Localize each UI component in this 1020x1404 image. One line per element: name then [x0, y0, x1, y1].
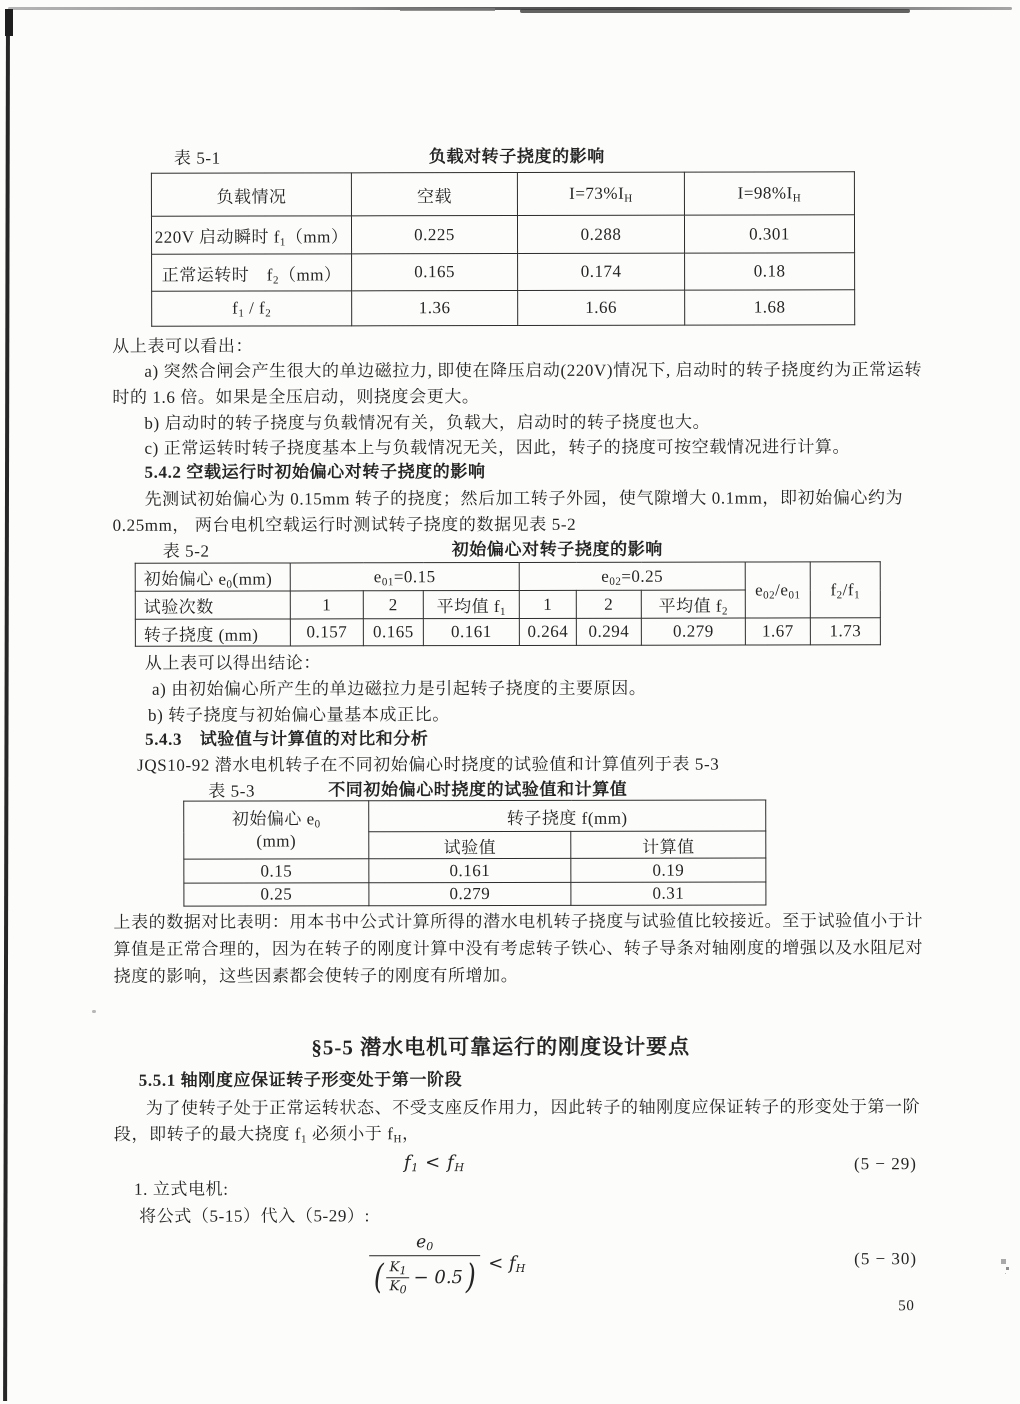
paragraph-line: 挠度的影响，这些因素都会使转子的刚度有所增加。	[113, 965, 519, 986]
table-header-cell: 负载情况	[151, 173, 351, 216]
table-row	[184, 800, 766, 832]
table-cell: 0.264	[519, 618, 576, 645]
table-header-cell: $I=73\%I_H$	[517, 172, 684, 215]
table-5-1-title: 负载对转子挠度的影响	[428, 146, 605, 167]
table-cell: 0.31	[571, 882, 766, 905]
table-row	[135, 618, 880, 647]
table-cell: 0.279	[369, 882, 571, 905]
left-paren: (	[373, 1257, 384, 1298]
equation-5-29-number: (5 − 29)	[853, 1154, 917, 1174]
table-cell: 2	[363, 591, 423, 619]
table-cell: 平均值 $f_2$	[641, 590, 745, 618]
right-paren: )	[465, 1257, 476, 1298]
table-header-cell: 计算值	[571, 831, 766, 858]
table-5-2	[135, 561, 881, 647]
table-cell: $e_{02}=0.25$	[519, 562, 745, 590]
table-row	[135, 562, 880, 592]
table-5-2-title: 初始偏心对转子挠度的影响	[451, 539, 663, 560]
paragraph-line: 从上表可以看出：	[112, 336, 254, 356]
table-5-3-label: 表 5-3	[208, 781, 256, 801]
table-cell: 1.66	[518, 290, 685, 325]
table-cell: 0.25	[184, 883, 369, 906]
table-row	[152, 290, 855, 326]
section-5-4-2-heading: 5.4.2 空载运行时初始偏心对转子挠度的影响	[144, 462, 486, 482]
table-row	[184, 858, 766, 883]
table-header-cell: 试验值	[369, 831, 571, 858]
table-header-text: (mm)	[256, 830, 297, 851]
table-cell: 1	[290, 591, 363, 619]
table-header-cell: 空载	[351, 172, 517, 215]
section-5-5-1-heading: 5.5.1 轴刚度应保证转子形变处于第一阶段	[138, 1070, 463, 1090]
paragraph-line: b) 转子挠度与初始偏心量基本成正比。	[148, 705, 450, 725]
table-cell: 0.165	[352, 253, 518, 290]
table-cell: 1	[519, 590, 576, 618]
table-cell: 正常运转时 $f_2(mm)$	[152, 254, 352, 291]
table-cell: $e_{02}/e_{01}$	[745, 562, 810, 618]
table-cell: 0.15	[184, 859, 369, 883]
table-5-1	[151, 171, 855, 326]
table-cell: 0.157	[290, 619, 363, 646]
table-row	[151, 172, 854, 216]
paragraph-line: 为了使转子处于正常运转状态、不受支座反作用力，因此转子的轴刚度应保证转子的形变处于第一阶	[145, 1097, 921, 1118]
paragraph-line: 段，即转子的最大挠度 $f_1$ 必须小于 $f_H$，	[113, 1124, 420, 1146]
comparison-term: < $f_H$	[488, 1252, 526, 1275]
table-header-cell: 转子挠度 f(mm)	[369, 800, 766, 832]
table-5-3	[183, 799, 766, 906]
table-row	[151, 215, 854, 254]
table-cell: $f_2/f_1$	[810, 562, 880, 618]
table-header-text: 初始偏心 $e_0$	[231, 808, 321, 830]
fraction-denominator	[369, 1255, 480, 1298]
paragraph-line: JQS10-92 潜水电机转子在不同初始偏心时挠度的试验值和计算值列于表 5-3	[137, 754, 720, 775]
paragraph-line: a) 突然合闸会产生很大的单边磁拉力, 即使在降压启动(220V)情况下, 启动时的转子挠度约为正常运转	[144, 360, 923, 381]
table-cell: 初始偏心 $e_0(mm)$	[135, 563, 290, 591]
paragraph-line: 将公式（5-15）代入（5-29）:	[139, 1206, 370, 1226]
table-cell: 0.161	[423, 618, 519, 645]
table-5-3-title: 不同初始偏心时挠度的试验值和计算值	[328, 779, 628, 800]
table-5-2-label: 表 5-2	[162, 541, 210, 561]
table-cell: 1.36	[352, 290, 518, 325]
paragraph-line: 先测试初始偏心为 0.15mm 转子的挠度；然后加工转子外园，使气隙增大 0.1mm，即初始偏心约为	[144, 488, 904, 509]
table-cell: $f_1 / f_2$	[152, 291, 352, 326]
paragraph-line: 从上表可以得出结论：	[144, 653, 321, 673]
fraction	[369, 1232, 480, 1298]
table-cell: 1.68	[685, 290, 855, 325]
inner-fraction-numerator: $K_1$	[386, 1260, 409, 1278]
table-cell: 0.301	[684, 215, 854, 253]
table-cell: 0.174	[518, 253, 685, 290]
paragraph-line: a) 由初始偏心所产生的单边磁拉力是引起转子挠度的主要原因。	[151, 678, 647, 699]
table-row	[184, 882, 766, 906]
inner-fraction	[386, 1260, 409, 1294]
section-5-5-title: §5-5 潜水电机可靠运行的刚度设计要点	[311, 1034, 691, 1060]
table-5-1-label: 表 5-1	[173, 148, 221, 168]
paragraph-line: c) 正常运转时转子挠度基本上与负载情况无关，因此，转子的挠度可按空载情况进行计算。	[144, 437, 851, 458]
table-cell: 1.67	[745, 618, 810, 645]
table-cell: 1.73	[810, 618, 880, 645]
table-row	[152, 253, 855, 291]
table-cell: 转子挠度 (mm)	[135, 619, 290, 646]
equation-5-29: $f_1 < f_H$	[403, 1152, 465, 1175]
page-number: 50	[898, 1298, 915, 1315]
table-header-cell: $I=98\%I_H$	[684, 172, 854, 215]
fraction-numerator: $e_0$	[416, 1232, 434, 1254]
table-cell: 0.279	[641, 618, 745, 645]
section-5-4-3-heading: 5.4.3 试验值与计算值的对比和分析	[145, 729, 429, 749]
paragraph-line: 上表的数据对比表明：用本书中公式计算所得的潜水电机转子挠度与试验值比较接近。至于试验值小于计	[113, 911, 924, 932]
table-header-cell	[184, 801, 369, 859]
table-cell: 2	[576, 590, 641, 618]
table-cell: 试验次数	[135, 591, 290, 619]
equation-5-30	[369, 1232, 526, 1298]
table-cell: 0.161	[369, 858, 571, 882]
paragraph-line: 算值是正常合理的，因为在转子的刚度计算中没有考虑转子铁心、转子导条对轴刚度的增强以及水阻尼对	[113, 938, 924, 959]
table-cell: 平均值 $f_1$	[423, 590, 519, 618]
table-cell: 0.294	[576, 618, 641, 645]
table-cell: 0.165	[363, 619, 423, 646]
paragraph-line: 时的 1.6 倍。如果是全压启动，则挠度会更大。	[112, 387, 480, 407]
inner-fraction-denominator: $K_0$	[389, 1277, 407, 1296]
table-cell: 220V 启动瞬时 $f_1(mm)$	[151, 216, 351, 254]
minus-term: − 0.5	[413, 1266, 464, 1288]
table-cell: 0.288	[517, 215, 684, 253]
table-cell: $e_{01}=0.15$	[290, 562, 519, 590]
paragraph-line: b) 启动时的转子挠度与负载情况有关，负载大，启动时的转子挠度也大。	[144, 412, 711, 433]
equation-5-30-number: (5 − 30)	[854, 1249, 918, 1269]
paragraph-line: 0.25mm， 两台电机空载运行时测试转子挠度的数据见表 5-2	[112, 514, 577, 535]
table-cell: 0.18	[685, 253, 855, 290]
table-cell: 0.225	[351, 215, 517, 253]
table-cell: 0.19	[571, 858, 766, 882]
list-item: 1. 立式电机:	[133, 1179, 229, 1199]
